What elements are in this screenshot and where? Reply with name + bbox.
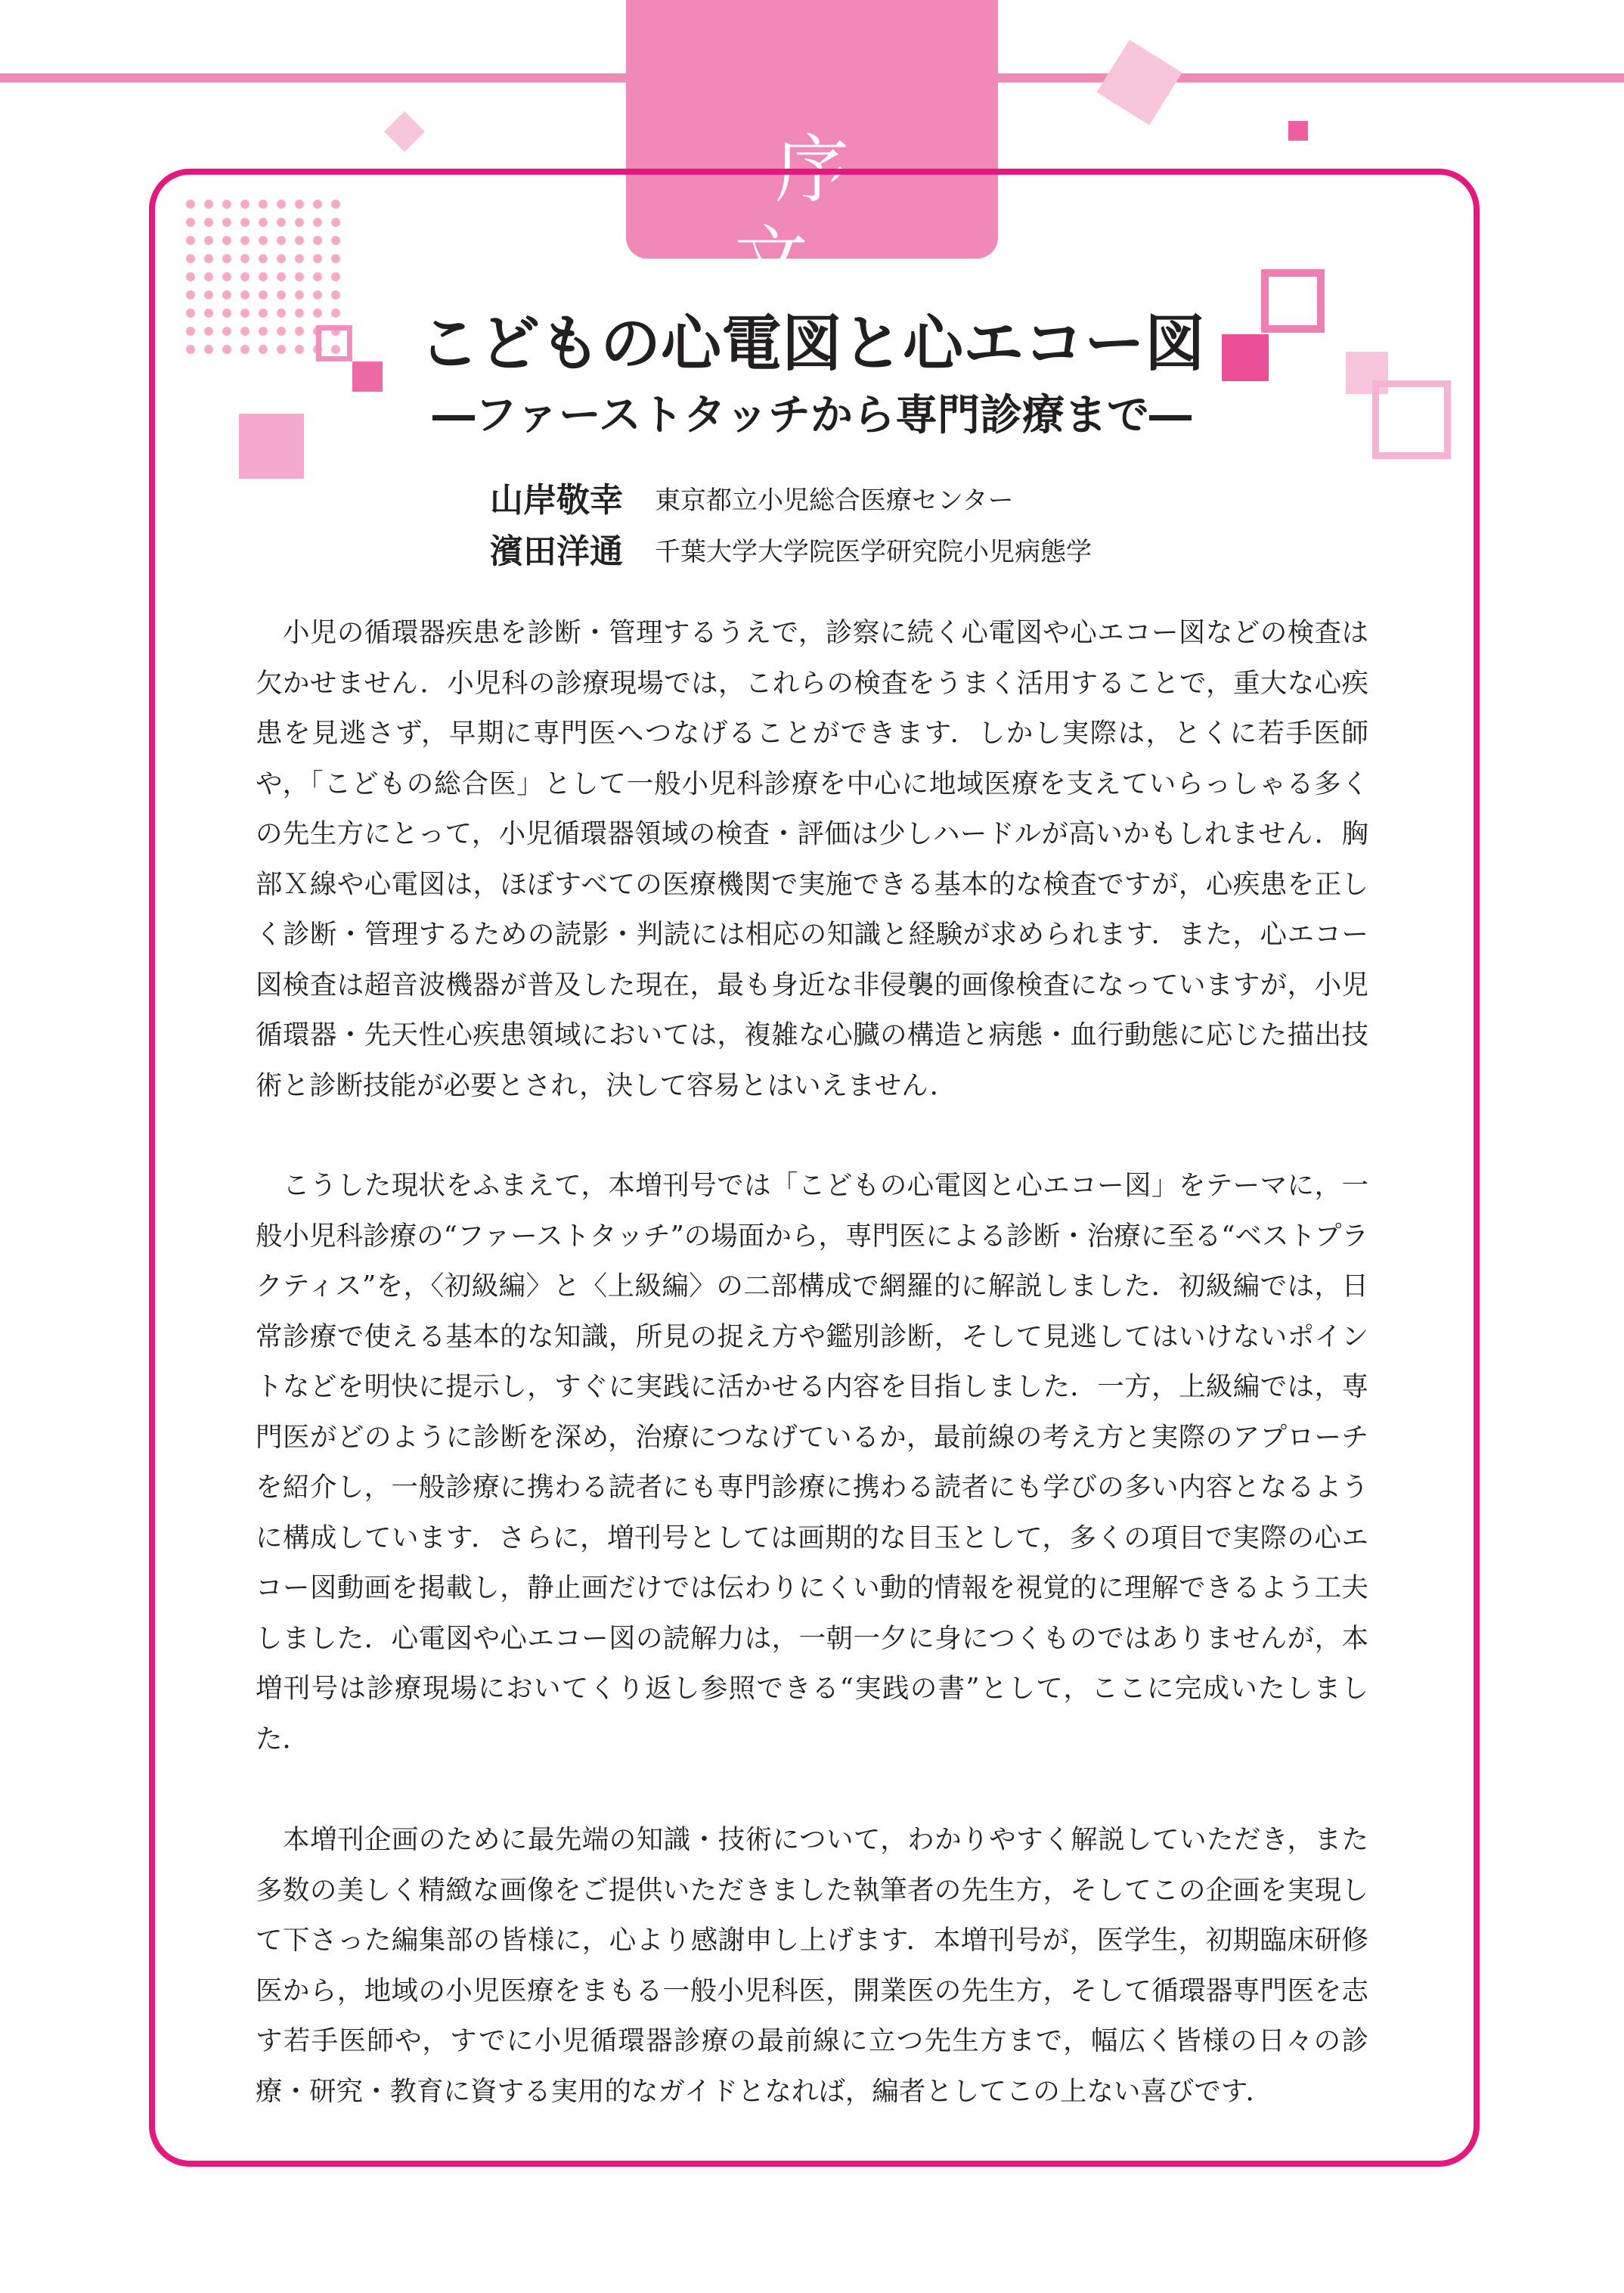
decorative-diamond [1097, 40, 1182, 126]
author-row [490, 528, 1092, 576]
decorative-square [1288, 121, 1308, 141]
body-paragraph: 本増刊企画のために最先端の知識・技術について，わかりやすく解説していただき，また多数の美しく精緻な画像をご提供いただきました執筆者の先生方，そしてこの企画を実現して下さった編集部の皆様に，心より感謝申し上げます．本増刊号が，医学生，初期臨床研修医から，地域の小児医療をまもる一般小児科医，開業医の先生方，そして循環器専門医を志す若手医師や，すでに小児循環器診療の最前線に立つ先生方まで，幅広く皆様の日々の診療・研究・教育に資する実用的なガイドとなれば，編者としてこの上ない喜びです． [256, 1824, 1368, 2107]
decorative-diamond [384, 111, 425, 152]
author-name: 山岸敬幸 [490, 481, 623, 520]
author-affiliation: 東京都立小児総合医療センター [655, 486, 1014, 516]
body-paragraph: こうした現状をふまえて，本増刊号では「こどもの心電図と心エコー図」をテーマに，一般小児科診療の“ファーストタッチ”の場面から，専門医による診断・治療に至る“ベストプラクティス”を，〈初級編〉と〈上級編〉の二部構成で網羅的に解説しました．初級編では，日常診療で使える基本的な知識，所見の捉え方や鑑別診断，そして見逃してはいけないポイントなどを明快に提示し，すぐに実践に活かせる内容を目指しました．一方，上級編では，専門医がどのように診断を深め，治療につなげているか，最前線の考え方と実際のアプローチを紹介し，一般診療に携わる読者にも専門診療に携わる読者にも学びの多い内容となるように構成しています．さらに，増刊号としては画期的な目玉として，多くの項目で実際の心エコー図動画を掲載し，静止画だけでは伝わりにくい動的情報を視覚的に理解できるよう工夫しました．心電図や心エコー図の読解力は，一朝一夕に身につくものではありませんが，本増刊号は診療現場においてくり返し参照できる“実践の書”として，ここに完成いたしました． [256, 1170, 1368, 1755]
author-name: 濱田洋通 [490, 532, 623, 571]
body-paragraph: 小児の循環器疾患を診断・管理するうえで，診察に続く心電図や心エコー図などの検査は欠かせません．小児科の診療現場では，これらの検査をうまく活用することで，重大な心疾患を見逃さず，早期に専門医へつなげることができます．しかし実際は，とくに若手医師や，「こどもの総合医」として一般小児科診療を中心に地域医療を支えていらっしゃる多くの先生方にとって，小児循環器領域の検査・評価は少しハードルが高いかもしれません．胸部Ｘ線や心電図は，ほぼすべての医療機関で実施できる基本的な検査ですが，心疾患を正しく診断・管理するための読影・判読には相応の知識と経験が求められます．また，心エコー図検査は超音波機器が普及した現在，最も身近な非侵襲的画像検査になっていますが，小児循環器・先天性心疾患領域においては，複雑な心臓の構造と病態・血行動態に応じた描出技術と診断技能が必要とされ，決して容易とはいえません． [256, 617, 1368, 1101]
article-subtitle: ―ファーストタッチから専門診療まで― [432, 391, 1192, 440]
section-header-label: 序 文 [733, 127, 931, 304]
article-title: こどもの心電図と心エコー図 [419, 309, 1205, 379]
author-row [490, 476, 1014, 525]
author-affiliation: 千葉大学大学院医学研究院小児病態学 [655, 537, 1092, 567]
